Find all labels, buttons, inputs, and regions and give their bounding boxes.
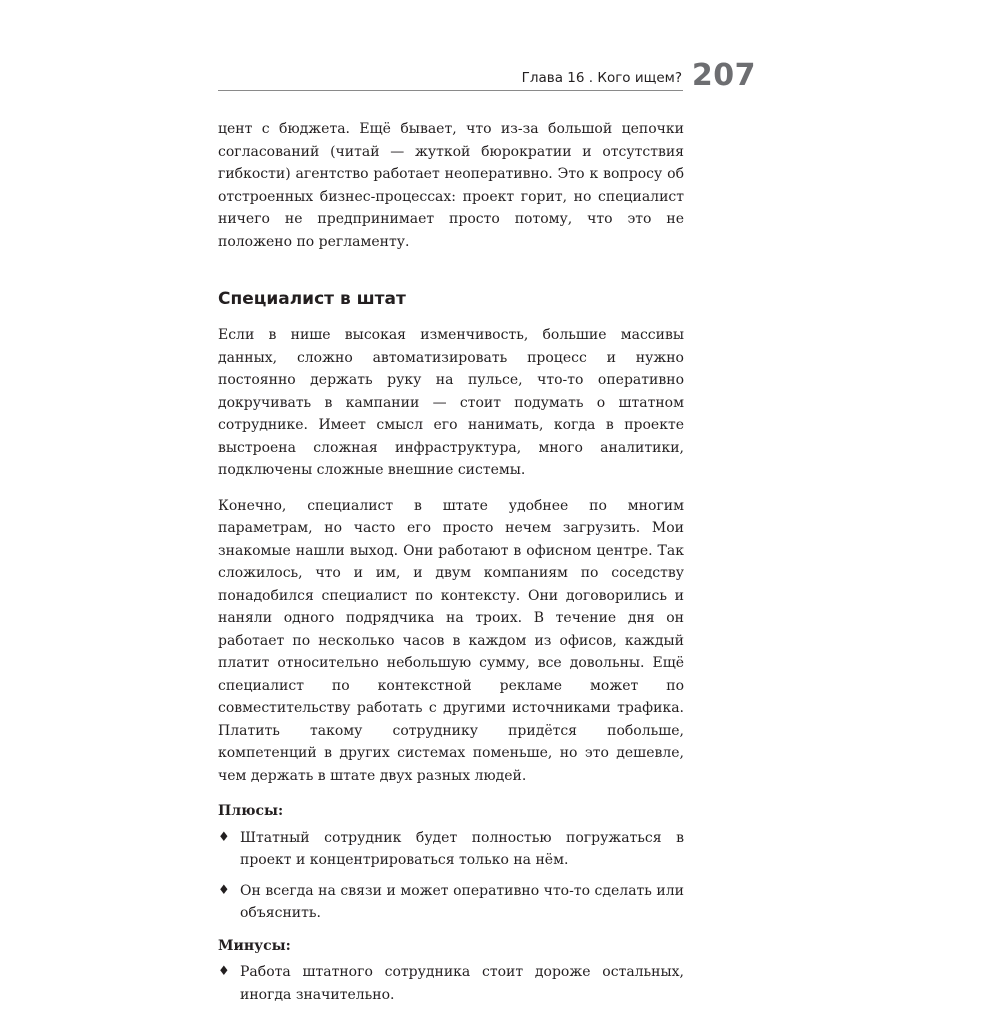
diamond-bullet-icon: ♦ xyxy=(218,829,230,845)
text-column xyxy=(218,118,684,1016)
page-number: 207 xyxy=(691,58,756,93)
cons-list xyxy=(218,961,684,1006)
diamond-bullet-icon: ♦ xyxy=(218,882,230,898)
list-item-text: Штатный сотрудник будет полностью погружаться в проект и концентрироваться только на нём. xyxy=(240,829,684,868)
list-item-text: Он всегда на связи и может оперативно что-то сделать или объяснить. xyxy=(240,882,684,921)
section-title: Специалист в штат xyxy=(218,289,406,309)
list-item xyxy=(218,880,684,925)
intro-paragraph: цент с бюджета. Ещё бывает, что из-за большой цепочки согласований (читай — жуткой бюрократии и отсутствия гибкости) агентство работает неоперативно. Это к вопросу об отстроенных бизнес-процессах: проект горит, но специалист ничего не предпринимает просто потому, что это не положено по регламенту. xyxy=(218,121,684,250)
cons-heading: Минусы: xyxy=(218,937,291,954)
running-header xyxy=(218,60,756,100)
list-item xyxy=(218,961,684,1006)
list-item xyxy=(218,827,684,872)
header-rule xyxy=(218,90,683,91)
list-item-text: Работа штатного сотрудника стоит дороже остальных, иногда значительно. xyxy=(240,964,684,1003)
pros-heading: Плюсы: xyxy=(218,803,284,819)
diamond-bullet-icon: ♦ xyxy=(218,964,230,979)
body-paragraph: Если в нише высокая изменчивость, большие массивы данных, сложно автоматизировать процесс и нужно постоянно держать руку на пульсе, что-то оперативно докручивать в кампании — стоит подумать о штатном сотруднике. Имеет смысл его нанимать, когда в проекте выстроена сложная инфраструктура, много аналитики, подключены сложные внешние системы. xyxy=(218,327,684,478)
chapter-title: Глава 16 . Кого ищем? xyxy=(521,70,682,86)
pros-list xyxy=(218,827,684,925)
body-paragraph: Конечно, специалист в штате удобнее по многим параметрам, но часто его просто нечем загрузить. Мои знакомые нашли выход. Они работают в офисном центре. Так сложилось, что и им, и двум компаниям по соседству понадобился специалист по контексту. Они договорились и наняли одного подрядчика на троих. В течение дня он работает по несколько часов в каждом из офисов, каждый платит относительно небольшую сумму, все довольны. Ещё специалист по контекстной рекламе может по совместительству работать с другими источниками трафика. Платить такому сотруднику придётся побольше, компетенций в других системах поменьше, но это дешевле, чем держать в штате двух разных людей. xyxy=(218,497,684,784)
